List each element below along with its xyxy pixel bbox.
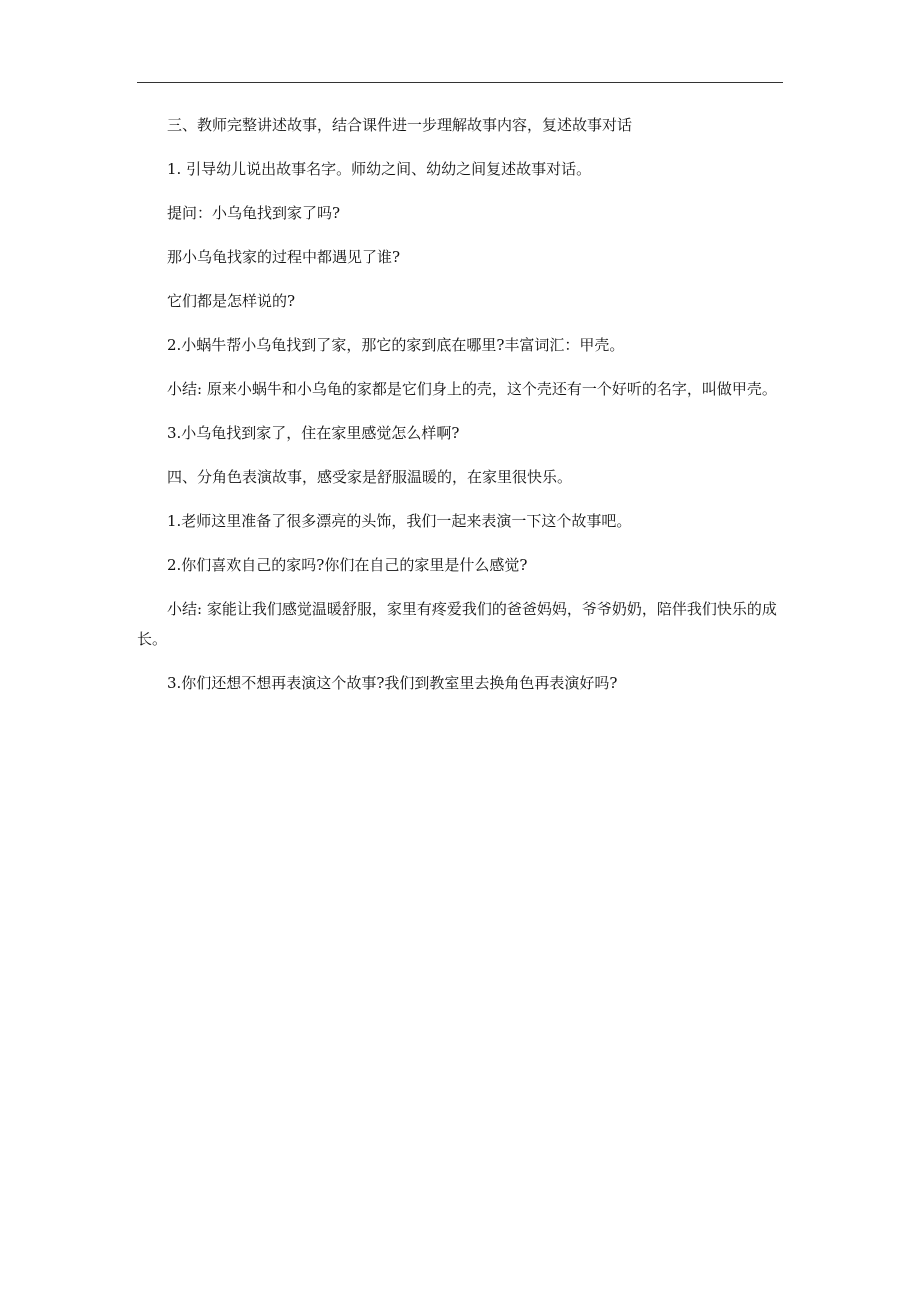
paragraph-item-1: 1. 引导幼儿说出故事名字。师幼之间、幼幼之间复述故事对话。 (167, 160, 592, 178)
paragraph-section-three-heading: 三、教师完整讲述故事，结合课件进一步理解故事内容，复述故事对话 (167, 116, 633, 134)
paragraph-summary-shell: 小结: 原来小蜗牛和小乌龟的家都是它们身上的壳，这个壳还有一个好听的名字，叫做甲壳。 (167, 380, 777, 398)
paragraph-question-who: 那小乌龟找家的过程中都遇见了谁? (167, 248, 401, 266)
paragraph-item-4-1: 1.老师这里准备了很多漂亮的头饰，我们一起来表演一下这个故事吧。 (167, 512, 632, 530)
paragraph-section-four-heading: 四、分角色表演故事，感受家是舒服温暖的，在家里很快乐。 (167, 468, 573, 486)
paragraph-question-how: 它们都是怎样说的? (167, 292, 296, 310)
header-rule (137, 82, 783, 83)
paragraph-summary-home: 小结: 家能让我们感觉温暖舒服，家里有疼爱我们的爸爸妈妈，爷爷奶奶，陪伴我们快乐的成长。 (137, 600, 777, 648)
paragraph-item-2: 2.小蜗牛帮小乌龟找到了家，那它的家到底在哪里?丰富词汇：甲壳。 (167, 336, 625, 354)
paragraph-item-3: 3.小乌龟找到家了，住在家里感觉怎么样啊? (167, 424, 460, 442)
document-body (137, 110, 783, 712)
paragraph-item-4-2: 2.你们喜欢自己的家吗?你们在自己的家里是什么感觉? (167, 556, 528, 574)
paragraph-question: 提问：小乌龟找到家了吗? (167, 204, 341, 222)
paragraph-item-4-3: 3.你们还想不想再表演这个故事?我们到教室里去换角色再表演好吗? (167, 674, 618, 692)
